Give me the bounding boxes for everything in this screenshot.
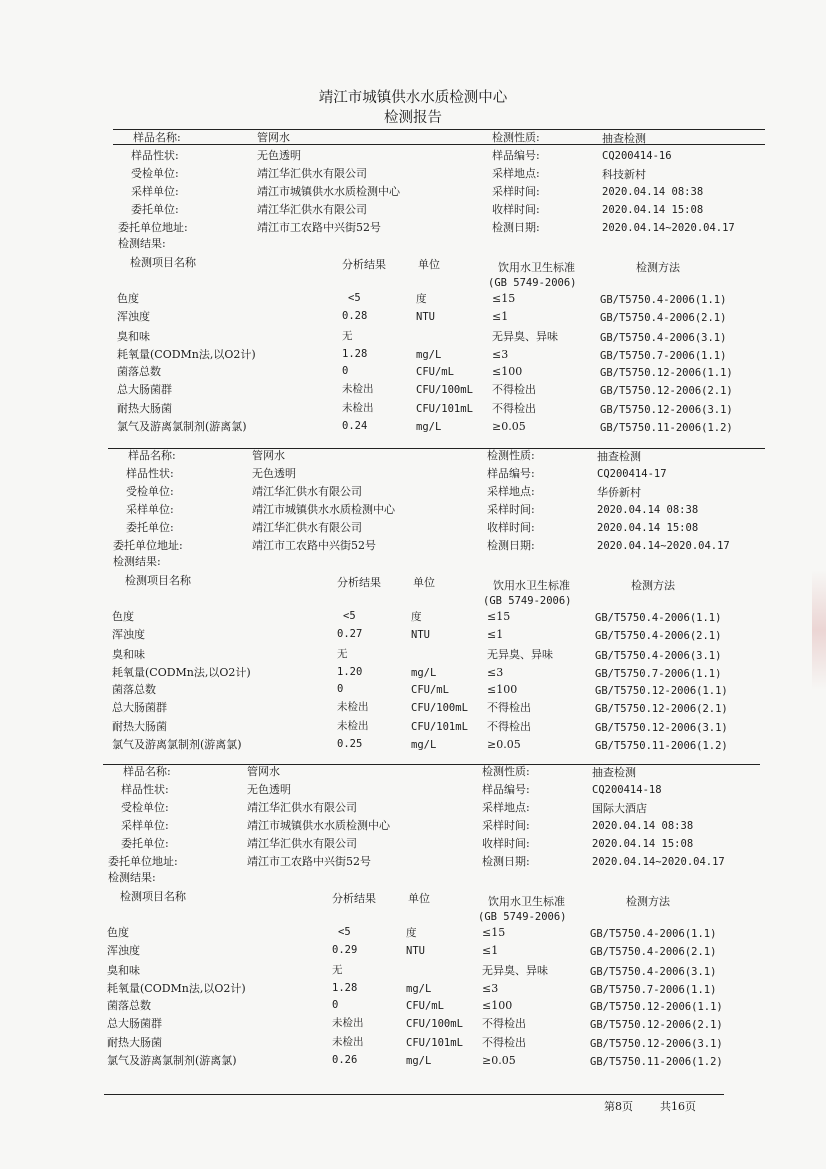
table-row-unit: 度 — [406, 927, 417, 939]
table-row-method: GB/T5750.7-2006(1.1) — [590, 984, 717, 996]
sample-time-label: 采样时间: — [492, 185, 540, 198]
test-date-value: 2020.04.14~2020.04.17 — [602, 222, 735, 234]
table-row-unit: mg/L — [406, 983, 432, 995]
sample-trait-value: 无色透明 — [247, 783, 291, 796]
table-row-standard: ≤1 — [492, 310, 509, 323]
table-row-standard: 不得检出 — [487, 701, 531, 714]
sample-trait-value: 无色透明 — [252, 467, 296, 480]
table-row-method: GB/T5750.12-2006(3.1) — [600, 404, 733, 416]
table-row-unit: mg/L — [416, 349, 442, 361]
table-row-result: 无 — [342, 330, 353, 342]
table-row-item: 氯气及游离氯制剂(游离氯) — [117, 420, 247, 433]
table-row-item: 臭和味 — [107, 964, 140, 977]
table-row-item: 色度 — [112, 610, 134, 623]
table-row-result: 未检出 — [342, 383, 374, 395]
table-row-result: 0.29 — [332, 944, 358, 956]
client-addr-label: 委托单位地址: — [113, 539, 183, 552]
table-row-method: GB/T5750.4-2006(2.1) — [595, 630, 722, 642]
sampling-unit-value: 靖江市城镇供水水质检测中心 — [247, 819, 390, 832]
table-row-method: GB/T5750.4-2006(3.1) — [590, 966, 717, 978]
client-addr-value: 靖江市工农路中兴街52号 — [252, 539, 376, 552]
test-date-label: 检测日期: — [482, 855, 530, 868]
page-total: 共16页 — [660, 1100, 696, 1113]
sample-no-label: 样品编号: — [487, 467, 535, 480]
test-nature-label: 检测性质: — [487, 449, 535, 462]
table-row-item: 耗氧量(CODMn法,以O2计) — [112, 666, 251, 679]
table-row-standard: ≤100 — [487, 683, 518, 696]
inspected-unit-value: 靖江华汇供水有限公司 — [257, 167, 367, 180]
table-row-unit: NTU — [411, 629, 430, 641]
table-row-standard: 不得检出 — [492, 402, 536, 415]
table-row-result: 无 — [337, 648, 348, 660]
col-item: 检测项目名称 — [130, 256, 196, 269]
table-row-standard: 不得检出 — [492, 383, 536, 396]
sample-name-value: 管网水 — [252, 449, 285, 462]
table-row-standard: ≤3 — [492, 348, 509, 361]
inspected-unit-label: 受检单位: — [131, 167, 179, 180]
table-row-item: 菌落总数 — [117, 365, 161, 378]
table-row-standard: ≤3 — [487, 666, 504, 679]
seal-fragment — [812, 570, 826, 690]
sample-name-label: 样品名称: — [133, 131, 181, 144]
table-row-method: GB/T5750.4-2006(1.1) — [595, 612, 722, 624]
sample-time-value: 2020.04.14 08:38 — [592, 820, 694, 832]
receive-time-value: 2020.04.14 15:08 — [597, 522, 699, 534]
table-row-method: GB/T5750.7-2006(1.1) — [595, 668, 722, 680]
table-row-standard: ≤1 — [482, 944, 499, 957]
sample-no-value: CQ200414-16 — [602, 150, 672, 162]
table-row-method: GB/T5750.12-2006(2.1) — [595, 703, 728, 715]
table-row-item: 耐热大肠菌 — [117, 402, 172, 415]
table-row-method: GB/T5750.12-2006(1.1) — [595, 685, 728, 697]
sample-name-label: 样品名称: — [123, 765, 171, 778]
table-row-unit: mg/L — [411, 739, 437, 751]
table-row-result: 0.28 — [342, 310, 368, 322]
table-row-result: 未检出 — [337, 720, 369, 732]
sample-time-label: 采样时间: — [487, 503, 535, 516]
sample-site-label: 采样地点: — [492, 167, 540, 180]
test-date-label: 检测日期: — [487, 539, 535, 552]
client-addr-label: 委托单位地址: — [118, 221, 188, 234]
table-row-standard: ≤15 — [487, 610, 511, 623]
sampling-unit-label: 采样单位: — [121, 819, 169, 832]
client-value: 靖江华汇供水有限公司 — [257, 203, 367, 216]
inspected-unit-value: 靖江华汇供水有限公司 — [247, 801, 357, 814]
table-row-unit: CFU/101mL — [406, 1037, 463, 1049]
table-row-standard: 无异臭、异味 — [487, 648, 553, 661]
table-row-item: 菌落总数 — [107, 999, 151, 1012]
table-row-standard: ≤100 — [482, 999, 513, 1012]
table-row-method: GB/T5750.12-2006(1.1) — [600, 367, 733, 379]
table-row-standard: 无异臭、异味 — [482, 964, 548, 977]
sample-no-label: 样品编号: — [482, 783, 530, 796]
table-row-standard: ≤15 — [482, 926, 506, 939]
table-row-item: 耗氧量(CODMn法,以O2计) — [117, 348, 256, 361]
sample-site-value: 国际大酒店 — [592, 802, 647, 815]
sample-time-value: 2020.04.14 08:38 — [597, 504, 699, 516]
table-row-unit: CFU/mL — [411, 684, 449, 696]
col-unit: 单位 — [413, 576, 435, 589]
table-row-standard: 不得检出 — [482, 1017, 526, 1030]
table-row-item: 耗氧量(CODMn法,以O2计) — [107, 982, 246, 995]
results-label: 检测结果: — [118, 237, 166, 250]
table-row-unit: 度 — [411, 611, 422, 623]
table-row-standard: ≤1 — [487, 628, 504, 641]
col-standard-code: (GB 5749-2006) — [483, 595, 572, 607]
table-row-result: 0 — [332, 999, 339, 1011]
table-row-method: GB/T5750.4-2006(2.1) — [590, 946, 717, 958]
sample-name-label: 样品名称: — [128, 449, 176, 462]
table-row-item: 总大肠菌群 — [117, 383, 172, 396]
table-row-unit: mg/L — [416, 421, 442, 433]
col-unit: 单位 — [408, 892, 430, 905]
test-date-value: 2020.04.14~2020.04.17 — [592, 856, 725, 868]
table-row-unit: CFU/mL — [406, 1000, 444, 1012]
table-row-unit: CFU/100mL — [411, 702, 468, 714]
table-row-method: GB/T5750.11-2006(1.2) — [595, 740, 728, 752]
table-row-method: GB/T5750.7-2006(1.1) — [600, 350, 727, 362]
table-row-unit: mg/L — [406, 1055, 432, 1067]
table-row-result: 0 — [337, 683, 344, 695]
sample-site-value: 科技新村 — [602, 168, 646, 181]
table-row-result: 未检出 — [337, 701, 369, 713]
receive-time-value: 2020.04.14 15:08 — [592, 838, 694, 850]
col-standard: 饮用水卫生标准 — [488, 895, 565, 908]
table-row-standard: ≥0.05 — [487, 738, 521, 751]
client-label: 委托单位: — [126, 521, 174, 534]
table-row-result: 1.28 — [342, 348, 368, 360]
col-standard: 饮用水卫生标准 — [498, 261, 575, 274]
info-divider — [113, 144, 765, 145]
test-date-value: 2020.04.14~2020.04.17 — [597, 540, 730, 552]
client-label: 委托单位: — [131, 203, 179, 216]
table-row-standard: 不得检出 — [482, 1036, 526, 1049]
table-row-result: 未检出 — [332, 1036, 364, 1048]
sample-no-value: CQ200414-17 — [597, 468, 667, 480]
col-standard-code: (GB 5749-2006) — [478, 911, 567, 923]
col-item: 检测项目名称 — [125, 574, 191, 587]
table-row-method: GB/T5750.4-2006(3.1) — [595, 650, 722, 662]
inspected-unit-label: 受检单位: — [121, 801, 169, 814]
table-row-result: <5 — [338, 926, 351, 938]
table-row-unit: CFU/100mL — [416, 384, 473, 396]
table-row-method: GB/T5750.4-2006(3.1) — [600, 332, 727, 344]
block-divider — [108, 448, 765, 449]
table-row-standard: ≤3 — [482, 982, 499, 995]
table-row-result: 无 — [332, 964, 343, 976]
table-row-result: 0.26 — [332, 1054, 358, 1066]
header-rule — [113, 129, 765, 130]
table-row-unit: CFU/101mL — [416, 403, 473, 415]
sample-site-label: 采样地点: — [487, 485, 535, 498]
block-divider — [103, 764, 760, 765]
col-result: 分析结果 — [342, 258, 386, 271]
inspected-unit-label: 受检单位: — [126, 485, 174, 498]
col-standard: 饮用水卫生标准 — [493, 579, 570, 592]
table-row-item: 总大肠菌群 — [112, 701, 167, 714]
table-row-item: 浑浊度 — [107, 944, 140, 957]
table-row-method: GB/T5750.12-2006(2.1) — [590, 1019, 723, 1031]
client-addr-label: 委托单位地址: — [108, 855, 178, 868]
table-row-standard: ≤100 — [492, 365, 523, 378]
client-addr-value: 靖江市工农路中兴街52号 — [257, 221, 381, 234]
sample-no-label: 样品编号: — [492, 149, 540, 162]
client-addr-value: 靖江市工农路中兴街52号 — [247, 855, 371, 868]
table-row-unit: CFU/100mL — [406, 1018, 463, 1030]
sample-time-label: 采样时间: — [482, 819, 530, 832]
table-row-method: GB/T5750.12-2006(2.1) — [600, 385, 733, 397]
table-row-item: 氯气及游离氯制剂(游离氯) — [112, 738, 242, 751]
sample-name-value: 管网水 — [257, 131, 290, 144]
sample-site-value: 华侨新村 — [597, 486, 641, 499]
test-nature-value: 抽查检测 — [597, 450, 641, 463]
report-title: 检测报告 — [384, 110, 442, 126]
table-row-method: GB/T5750.12-2006(1.1) — [590, 1001, 723, 1013]
table-row-item: 总大肠菌群 — [107, 1017, 162, 1030]
table-row-result: 1.28 — [332, 982, 358, 994]
col-result: 分析结果 — [332, 892, 376, 905]
client-label: 委托单位: — [121, 837, 169, 850]
sample-trait-value: 无色透明 — [257, 149, 301, 162]
table-row-result: 0.24 — [342, 420, 368, 432]
page-number: 第8页 — [604, 1100, 633, 1113]
table-row-result: 0.27 — [337, 628, 363, 640]
table-row-method: GB/T5750.4-2006(1.1) — [600, 294, 727, 306]
table-row-method: GB/T5750.4-2006(2.1) — [600, 312, 727, 324]
table-row-unit: CFU/mL — [416, 366, 454, 378]
table-row-standard: 无异臭、异味 — [492, 330, 558, 343]
col-standard-code: (GB 5749-2006) — [488, 277, 577, 289]
table-row-method: GB/T5750.11-2006(1.2) — [590, 1056, 723, 1068]
test-nature-label: 检测性质: — [492, 131, 540, 144]
table-row-item: 耐热大肠菌 — [112, 720, 167, 733]
sample-time-value: 2020.04.14 08:38 — [602, 186, 704, 198]
sampling-unit-value: 靖江市城镇供水水质检测中心 — [252, 503, 395, 516]
table-row-item: 臭和味 — [112, 648, 145, 661]
client-value: 靖江华汇供水有限公司 — [247, 837, 357, 850]
receive-time-label: 收样时间: — [492, 203, 540, 216]
col-result: 分析结果 — [337, 576, 381, 589]
test-nature-label: 检测性质: — [482, 765, 530, 778]
table-row-unit: mg/L — [411, 667, 437, 679]
table-row-standard: 不得检出 — [487, 720, 531, 733]
table-row-result: 未检出 — [342, 402, 374, 414]
table-row-method: GB/T5750.4-2006(1.1) — [590, 928, 717, 940]
table-row-standard: ≥0.05 — [492, 420, 526, 433]
sample-trait-label: 样品性状: — [126, 467, 174, 480]
test-nature-value: 抽查检测 — [592, 766, 636, 779]
table-row-method: GB/T5750.12-2006(3.1) — [590, 1038, 723, 1050]
col-method: 检测方法 — [626, 895, 670, 908]
col-unit: 单位 — [418, 258, 440, 271]
table-row-result: 未检出 — [332, 1017, 364, 1029]
sample-no-value: CQ200414-18 — [592, 784, 662, 796]
table-row-standard: ≤15 — [492, 292, 516, 305]
col-item: 检测项目名称 — [120, 890, 186, 903]
col-method: 检测方法 — [631, 579, 675, 592]
table-row-item: 色度 — [117, 292, 139, 305]
test-nature-value: 抽查检测 — [602, 132, 646, 145]
sample-trait-label: 样品性状: — [121, 783, 169, 796]
receive-time-label: 收样时间: — [487, 521, 535, 534]
sampling-unit-label: 采样单位: — [126, 503, 174, 516]
table-row-unit: NTU — [416, 311, 435, 323]
results-label: 检测结果: — [108, 871, 156, 884]
receive-time-value: 2020.04.14 15:08 — [602, 204, 704, 216]
table-row-item: 耐热大肠菌 — [107, 1036, 162, 1049]
page-title: 靖江市城镇供水水质检测中心 — [318, 90, 508, 106]
table-row-unit: CFU/101mL — [411, 721, 468, 733]
table-row-item: 色度 — [107, 926, 129, 939]
client-value: 靖江华汇供水有限公司 — [252, 521, 362, 534]
inspected-unit-value: 靖江华汇供水有限公司 — [252, 485, 362, 498]
sample-site-label: 采样地点: — [482, 801, 530, 814]
sample-name-value: 管网水 — [247, 765, 280, 778]
sampling-unit-label: 采样单位: — [131, 185, 179, 198]
receive-time-label: 收样时间: — [482, 837, 530, 850]
sampling-unit-value: 靖江市城镇供水水质检测中心 — [257, 185, 400, 198]
table-row-unit: 度 — [416, 293, 427, 305]
table-row-method: GB/T5750.11-2006(1.2) — [600, 422, 733, 434]
table-row-unit: NTU — [406, 945, 425, 957]
table-row-item: 臭和味 — [117, 330, 150, 343]
table-row-result: <5 — [348, 292, 361, 304]
table-row-item: 浑浊度 — [117, 310, 150, 323]
table-row-result: <5 — [343, 610, 356, 622]
table-row-method: GB/T5750.12-2006(3.1) — [595, 722, 728, 734]
results-label: 检测结果: — [113, 555, 161, 568]
table-row-item: 菌落总数 — [112, 683, 156, 696]
table-row-standard: ≥0.05 — [482, 1054, 516, 1067]
sample-trait-label: 样品性状: — [131, 149, 179, 162]
table-row-item: 氯气及游离氯制剂(游离氯) — [107, 1054, 237, 1067]
footer-rule — [104, 1094, 724, 1095]
test-date-label: 检测日期: — [492, 221, 540, 234]
col-method: 检测方法 — [636, 261, 680, 274]
table-row-item: 浑浊度 — [112, 628, 145, 641]
table-row-result: 0 — [342, 365, 349, 377]
table-row-result: 0.25 — [337, 738, 363, 750]
table-row-result: 1.20 — [337, 666, 363, 678]
